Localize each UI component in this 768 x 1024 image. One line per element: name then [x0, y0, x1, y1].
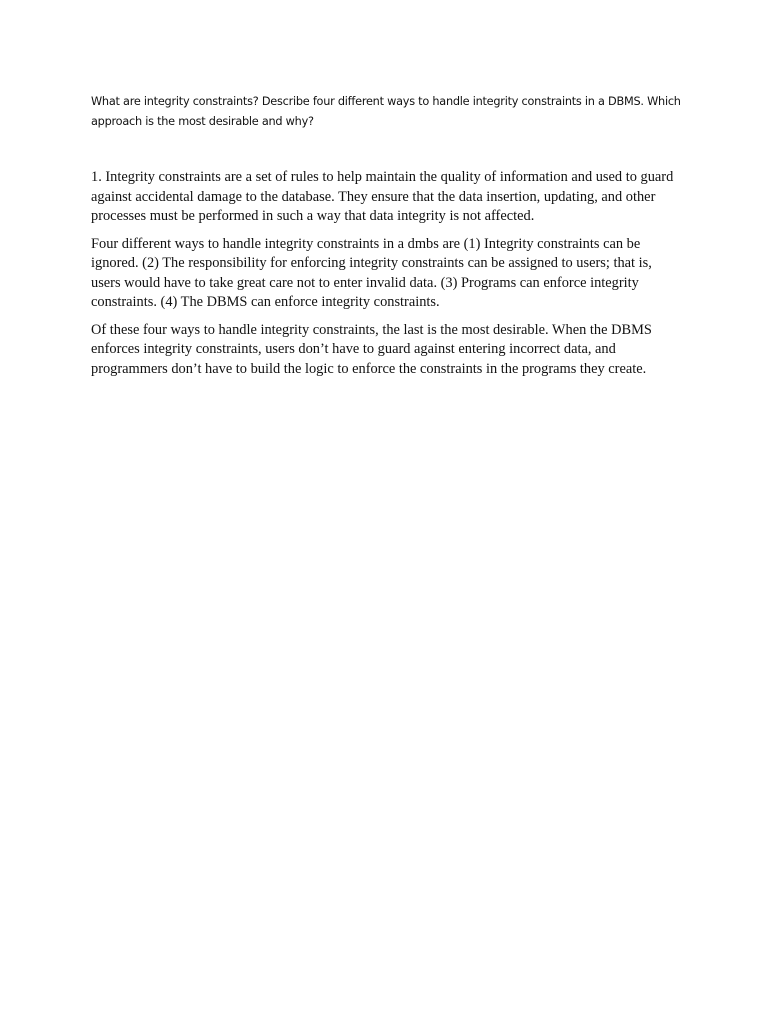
question-heading: What are integrity constraints? Describe four different ways to handle integrity constraints in a DBMS. Which approach is the most desirable and why?	[91, 95, 681, 128]
answer-paragraph-four-ways: Four different ways to handle integrity constraints in a dmbs are (1) Integrity constraints can be ignored. (2) The responsibility for enforcing integrity constraints can be assigned to users; that is, users would have to take great care not to enter invalid data. (3) Programs can enforce integrity constraints. (4) The DBMS can enforce integrity constraints.	[91, 235, 652, 310]
answer-paragraph-most-desirable: Of these four ways to handle integrity constraints, the last is the most desirable. When the DBMS enforces integrity constraints, users don’t have to guard against entering incorrect data, and programmers don’t have to build the logic to enforce the constraints in the programs they create.	[91, 321, 652, 377]
answer-body	[91, 168, 681, 387]
answer-paragraph-definition: 1. Integrity constraints are a set of rules to help maintain the quality of information and used to guard against accidental damage to the database. They ensure that the data insertion, updating, and other processes must be performed in such a way that data integrity is not affected.	[91, 169, 674, 224]
